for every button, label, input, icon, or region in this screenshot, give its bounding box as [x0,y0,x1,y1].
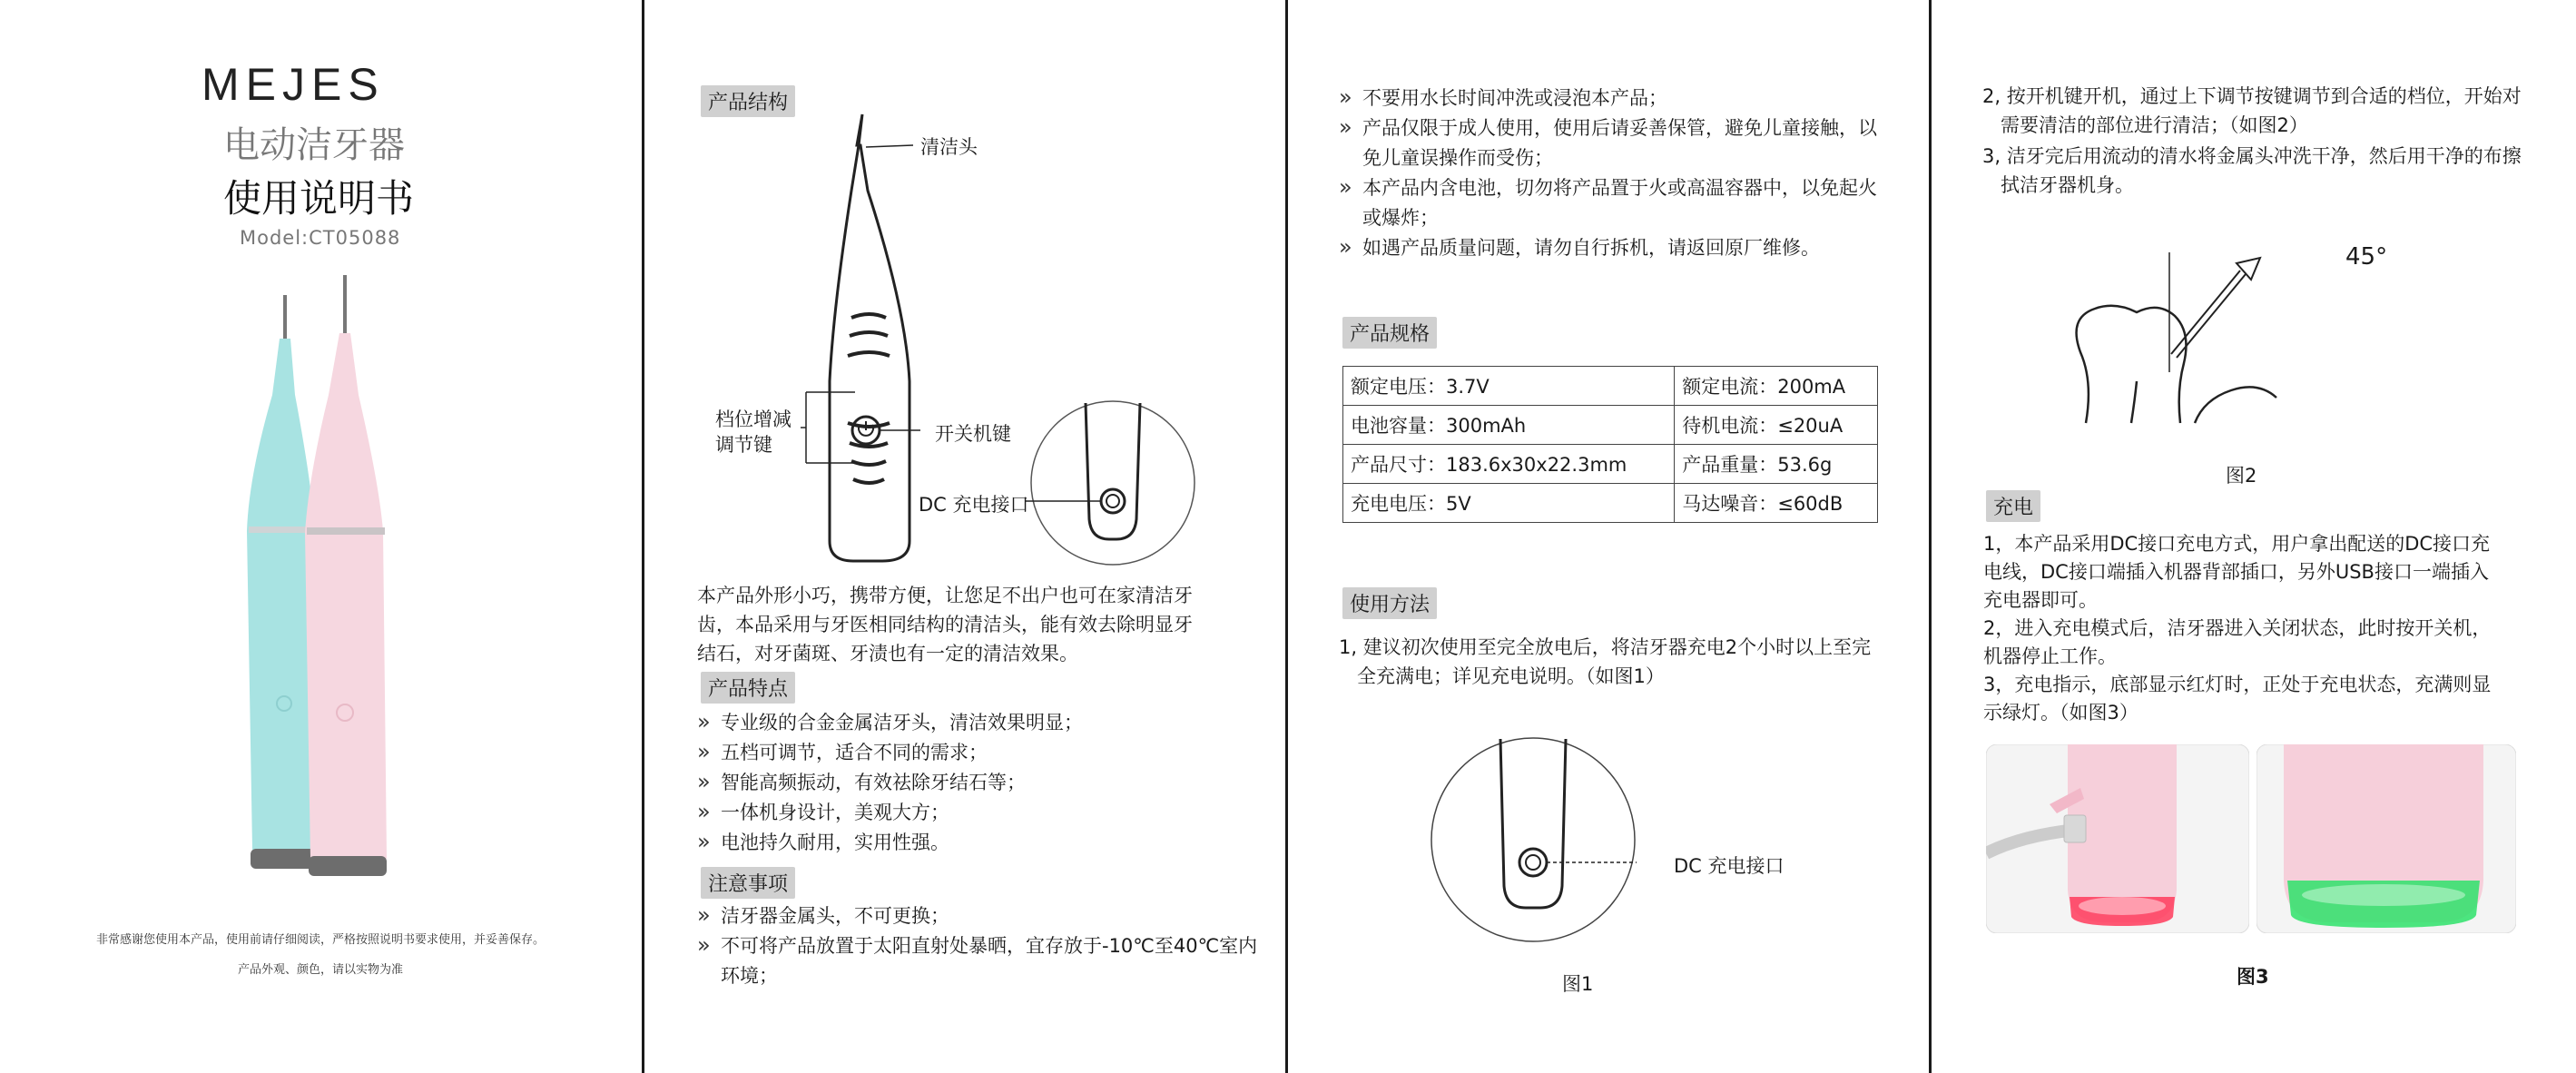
structure-panel [644,0,1285,1073]
cover-disclaimer: 产品外观、颜色，请以实物为准 [237,963,403,977]
list-item: » 本产品内含电池，切勿将产品置于火或高温容器中，以免起火或爆炸； [1339,173,1893,233]
table-cell: 待机电流：≤20uA [1675,406,1878,445]
intro-paragraph: 本产品外形小巧，携带方便，让您足不出户也可在家清洁牙 齿，本品采用与牙医相同结构的清洁头，能有效去除明显牙 结石，对牙菌斑、牙渍也有一定的清洁效果。 [697,585,1193,664]
list-item: » 不可将产品放置于太阳直射处暴晒，宜存放于-10℃至40℃室内环境； [697,931,1260,991]
figure-1-dc-port [1424,726,1642,953]
table-row [1343,445,1878,484]
notes-list [697,901,1260,991]
table-cell: 产品重量：53.6g [1675,445,1878,484]
figure-3-charging-photo [1986,744,2249,933]
table-row [1343,406,1878,445]
cover-panel [0,0,642,1073]
charging-panel [1932,0,2576,1073]
label-power-key: 开关机键 [935,423,1011,445]
table-row [1343,367,1878,406]
usage-step-1: 1, 建议初次使用至完全放电后，将洁牙器充电2个小时以上至完 全充满电；详见充电说明。（如图1） [1339,636,1872,687]
section-title-notes: 注意事项 [701,867,795,899]
charging-instructions: 1，本产品采用DC接口充电方式，用户拿出配送的DC接口充 电线，DC接口端插入机器背部插口，另外USB接口一端插入 充电器即可。 2，进入充电模式后，洁牙器进入关闭状态，此时按开关机， 机器停止工作。 3，充电指示，底部显示红灯时，正处于充电状态，充满则显 示绿灯。（如图3） [1983,533,2492,724]
label-gear-adjust-2: 调节键 [715,434,772,456]
table-row [1343,484,1878,523]
cover-footnote: 非常感谢您使用本产品，使用前请仔细阅读，严格按照说明书要求使用，并妥善保存。 [95,933,545,947]
brand-logo: MEJES [202,59,385,110]
label-dc-port: DC 充电接口 [919,494,1029,516]
section-title-charging: 充电 [1986,490,2040,522]
figure-2-tooth-angle [2059,245,2295,427]
table-cell: 充电电压：5V [1343,484,1675,523]
section-title-usage: 使用方法 [1342,587,1437,619]
table-cell: 额定电压：3.7V [1343,367,1675,406]
list-item: » 洁牙器金属头，不可更换； [697,901,1260,931]
label-clean-head: 清洁头 [920,136,978,158]
table-cell: 产品尺寸：183.6x30x22.3mm [1343,445,1675,484]
fig1-dc-label: DC 充电接口 [1674,855,1785,877]
list-item: » 专业级的合金金属洁牙头，清洁效果明显； [697,708,1278,738]
manual-title: 使用说明书 [223,176,415,221]
label-gear-adjust-1: 档位增减 [715,409,791,430]
fig2-caption: 图2 [2226,465,2257,487]
section-title-specs: 产品规格 [1342,317,1437,349]
usage-step-3: 3, 洁牙完后用流动的清水将金属头冲洗干净，然后用干净的布擦 拭洁牙器机身。 [1982,145,2522,196]
model-number: Model:CT05088 [240,227,401,249]
angle-label: 45° [2345,243,2388,271]
usage-step-2: 2, 按开机键开机，通过上下调节按键调节到合适的档位，开始对 需要清洁的部位进行清洁；（如图2） [1982,85,2522,136]
table-cell: 马达噪音：≤60dB [1675,484,1878,523]
list-item: » 智能高频振动，有效祛除牙结石等； [697,768,1278,798]
list-item: » 产品仅限于成人使用，使用后请妥善保管，避免儿童接触，以免儿童误操作而受伤； [1339,113,1893,173]
spec-table [1342,366,1878,523]
specs-panel [1288,0,1929,1073]
fig3-caption: 图3 [2237,966,2269,988]
section-title-structure: 产品结构 [701,85,795,117]
section-title-features: 产品特点 [701,672,795,704]
pink-device [305,275,387,876]
list-item: » 不要用水长时间冲洗或浸泡本产品； [1339,84,1893,113]
list-item: » 五档可调节，适合不同的需求； [697,738,1278,768]
product-photo [227,268,408,876]
list-item: » 电池持久耐用，实用性强。 [697,828,1278,858]
table-cell: 额定电流：200mA [1675,367,1878,406]
product-subtitle: 电动洁牙器 [223,124,405,166]
list-item: » 一体机身设计，美观大方； [697,798,1278,828]
figure-3-full-photo [2256,744,2516,933]
table-cell: 电池容量：300mAh [1343,406,1675,445]
more-notes-list [1339,84,1893,263]
fig1-caption: 图1 [1562,973,1594,995]
list-item: » 如遇产品质量问题，请勿自行拆机，请返回原厂维修。 [1339,233,1893,263]
features-list [697,708,1278,858]
